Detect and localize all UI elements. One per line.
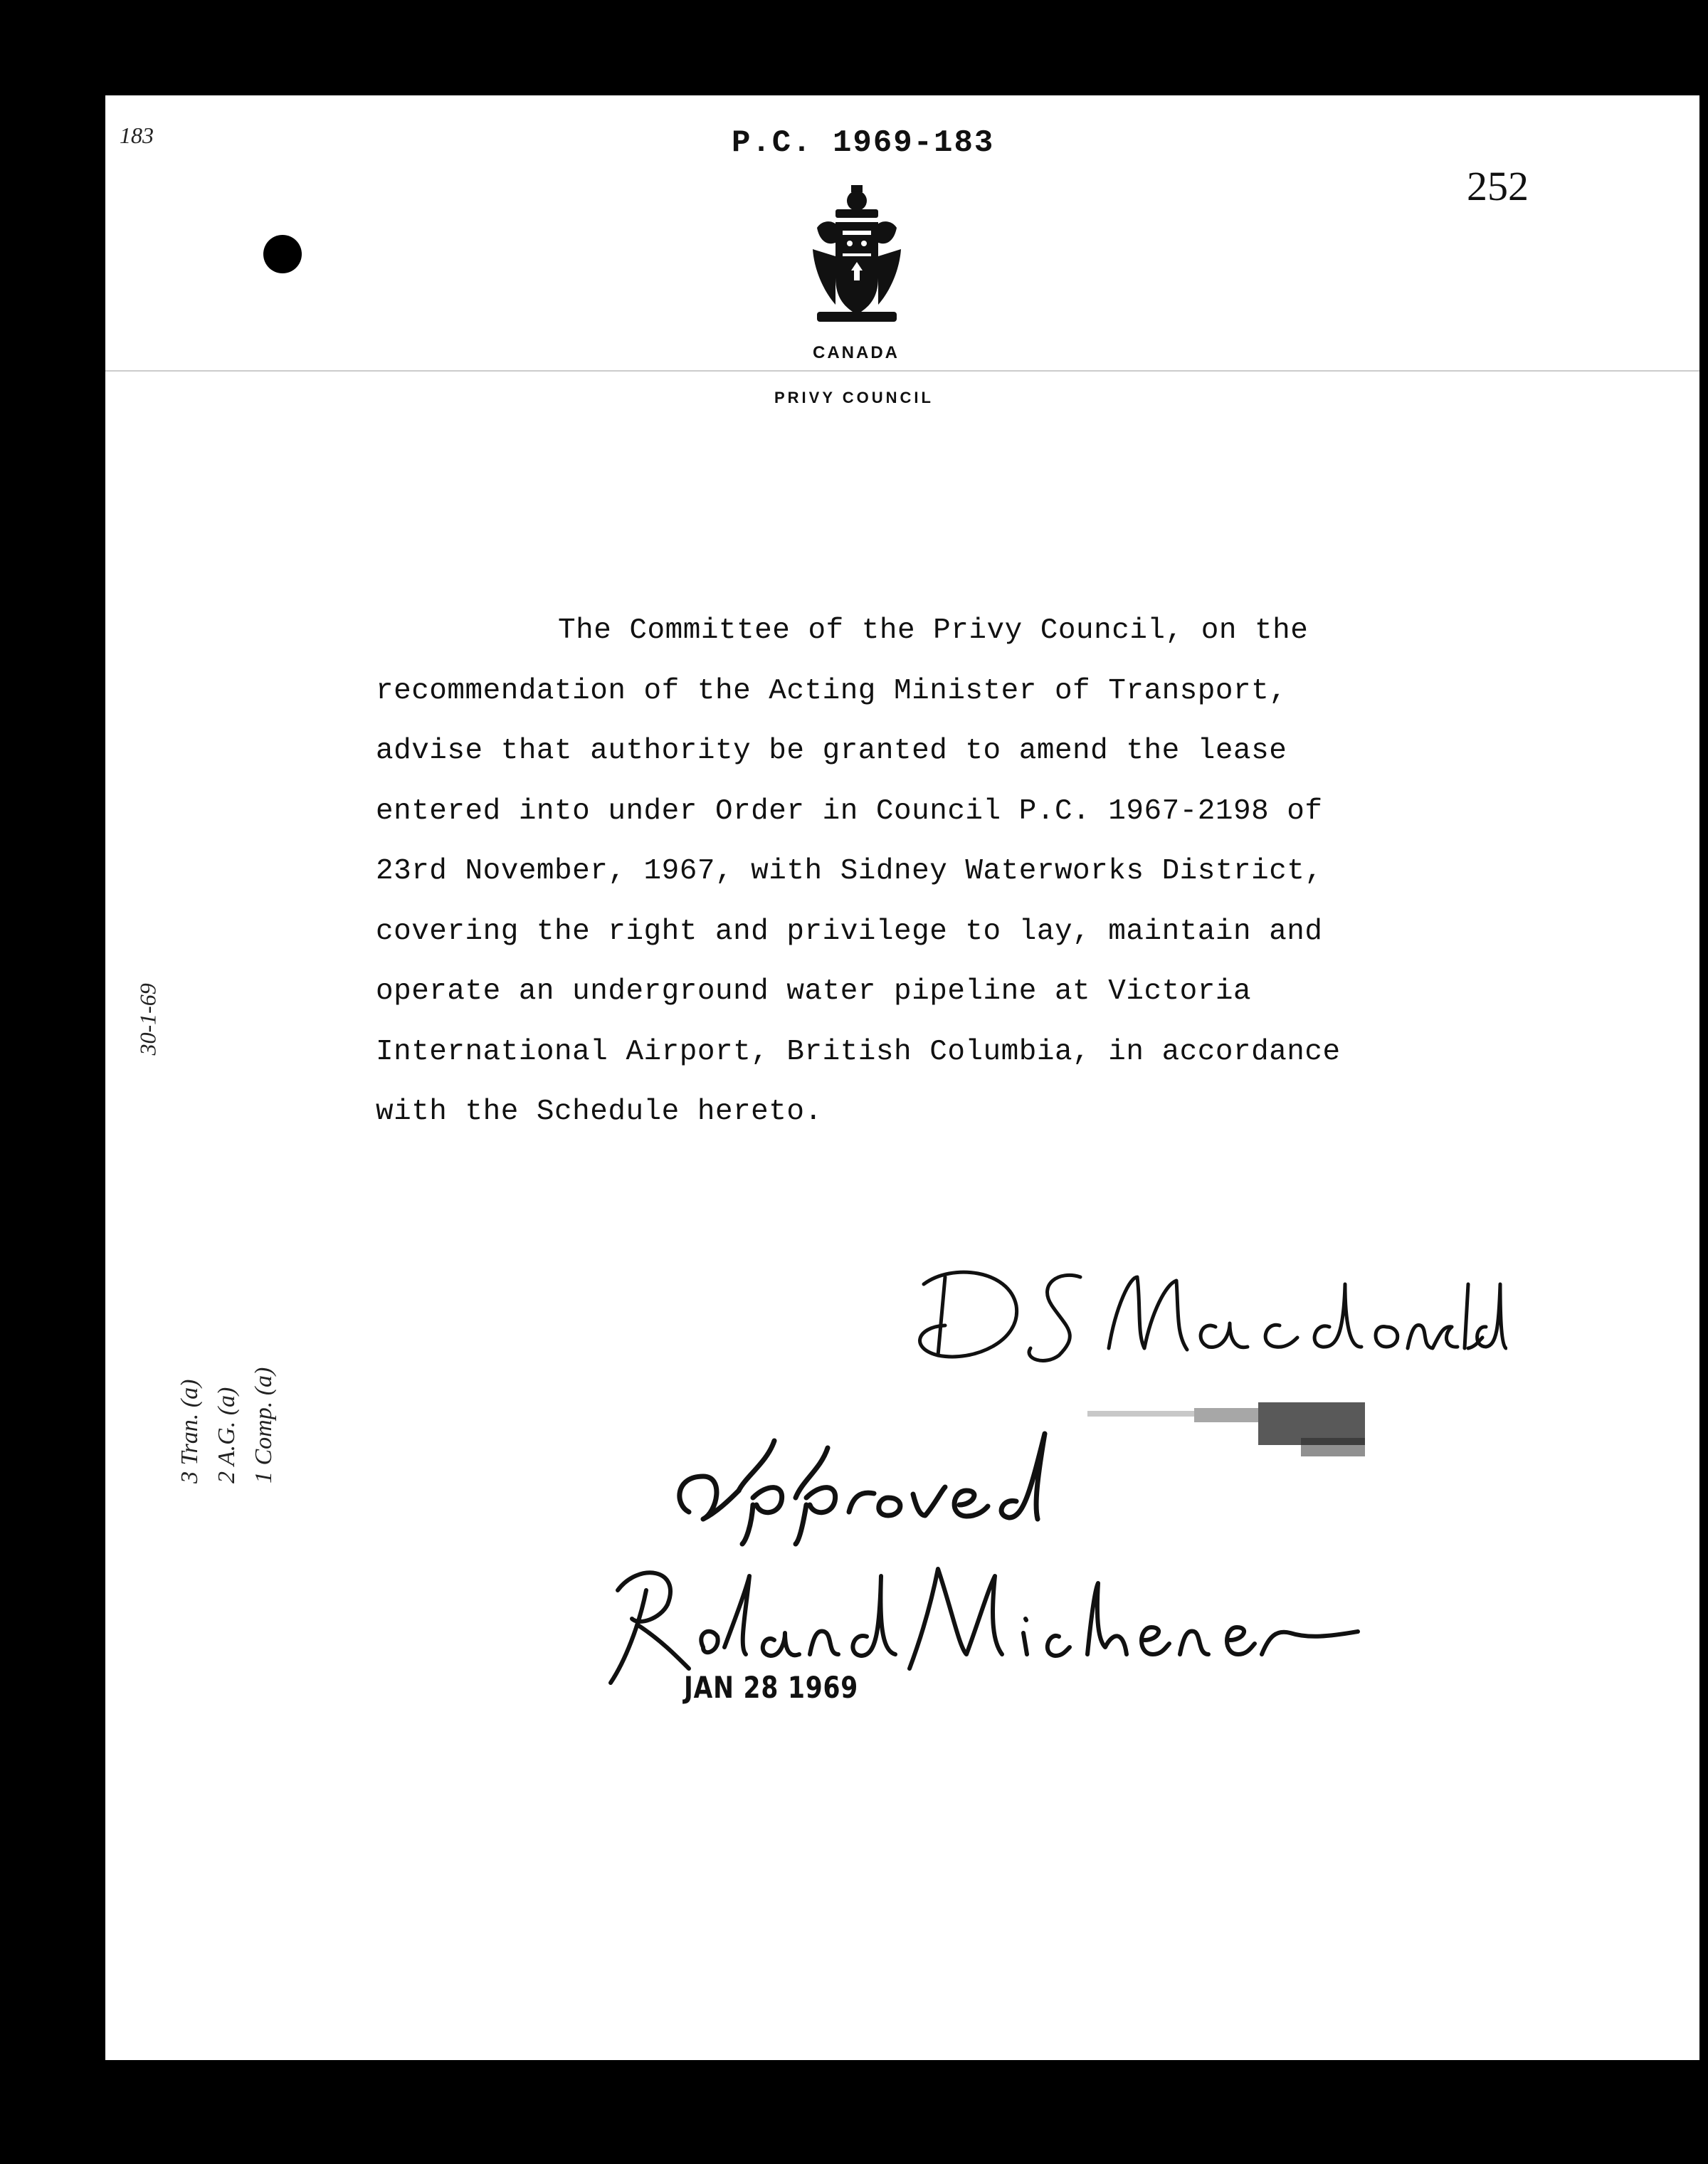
body-line: with the Schedule hereto. xyxy=(376,1096,823,1128)
minister-signature xyxy=(895,1241,1507,1377)
body-line: entered into under Order in Council P.C. 1967-2198 of xyxy=(376,794,1323,828)
distribution-line: 2 A.G. (a) xyxy=(214,1387,240,1483)
body-line: International Airport, British Columbia, in accordance xyxy=(376,1035,1341,1068)
distribution-line: 3 Tran. (a) xyxy=(176,1379,203,1483)
letterhead-office: PRIVY COUNCIL xyxy=(774,389,934,406)
distribution-note xyxy=(176,1085,333,1483)
coat-of-arms-icon xyxy=(807,185,907,327)
body-line: covering the right and privilege to lay, maintain and xyxy=(376,915,1323,948)
body-line: 23rd November, 1967, with Sidney Waterworks District, xyxy=(376,855,1323,888)
ink-smudge xyxy=(1087,1395,1386,1459)
order-body xyxy=(376,601,1486,1143)
punch-hole xyxy=(263,235,302,273)
approval-date-stamp: JAN 28 1969 xyxy=(684,1670,859,1705)
body-line: The Committee of the Privy Council, on the xyxy=(558,614,1309,647)
margin-date: 30-1-69 xyxy=(135,983,161,1056)
document-page xyxy=(105,95,1699,2060)
fold-line xyxy=(105,370,1699,372)
body-line: advise that authority be granted to amend the lease xyxy=(376,735,1287,767)
order-number: P.C. 1969-183 xyxy=(732,125,995,161)
corner-note: 183 xyxy=(120,122,154,148)
body-line: operate an underground water pipeline at Victoria xyxy=(376,975,1252,1008)
distribution-line: 1 Comp. (a) xyxy=(251,1367,277,1483)
letterhead-country: CANADA xyxy=(813,343,900,362)
body-line: recommendation of the Acting Minister of Transport, xyxy=(376,674,1287,708)
governor-general-signature xyxy=(596,1548,1365,1690)
page-number: 252 xyxy=(1467,163,1529,209)
approved-handwriting xyxy=(660,1419,1059,1548)
